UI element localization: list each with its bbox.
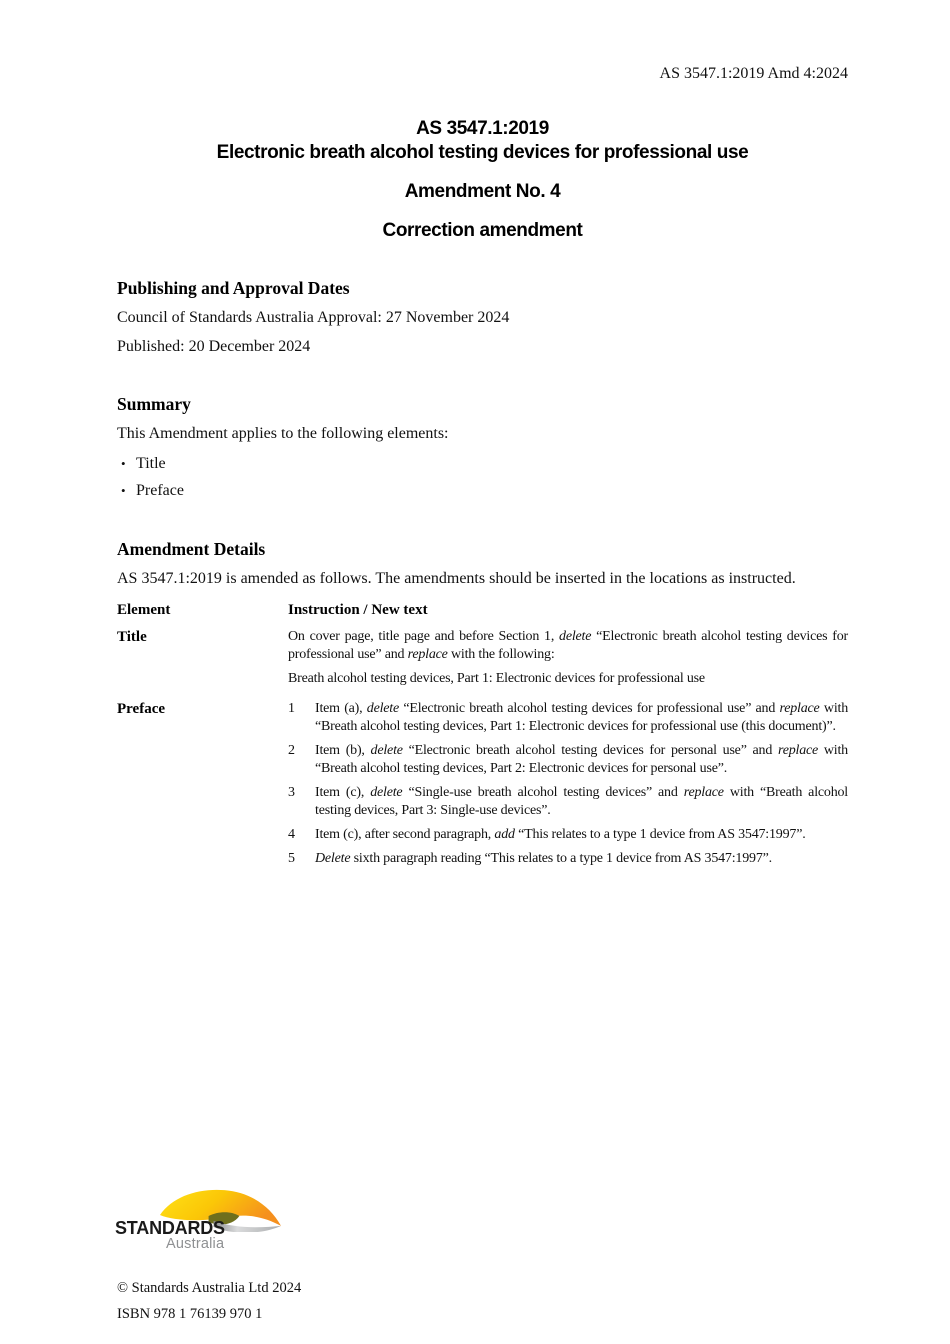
instruction-cell — [288, 700, 848, 874]
item-number: 1 — [288, 701, 295, 716]
item-number: 4 — [288, 827, 295, 842]
standard-designation: AS 3547.1:2019 — [416, 118, 549, 139]
summary-bullet-list — [117, 450, 848, 504]
amendment-details-section — [117, 538, 848, 874]
item-text: Item (b), delete “Electronic breath alcohol testing devices for personal use” and replace with “Breath alcohol testing devices, Part 2: Electronic devices for personal use”. — [315, 743, 848, 776]
standards-australia-logo — [115, 1186, 290, 1256]
table-row-title — [117, 628, 848, 694]
standard-title: Electronic breath alcohol testing devices for professional use — [216, 142, 749, 163]
page-footer — [117, 1279, 301, 1323]
document-reference: AS 3547.1:2019 Amd 4:2024 — [659, 65, 848, 82]
amendment-table — [117, 601, 848, 874]
element-label: Preface — [117, 701, 166, 717]
approval-date-line: Council of Standards Australia Approval: 27 November 2024 — [117, 309, 510, 326]
summary-heading: Summary — [117, 394, 191, 414]
amendment-details-intro: AS 3547.1:2019 is amended as follows. The amendments should be inserted in the locations as instructed. — [117, 570, 796, 587]
numbered-item — [288, 784, 848, 820]
bullet-icon: • — [121, 456, 126, 471]
amendment-number: Amendment No. 4 — [404, 181, 561, 202]
list-item-label: Preface — [136, 482, 184, 499]
summary-intro: This Amendment applies to the following elements: — [117, 425, 449, 442]
item-text: Delete sixth paragraph reading “This relates to a type 1 device from AS 3547:1997”. — [315, 851, 772, 866]
item-number: 3 — [288, 785, 295, 800]
column-header-instruction: Instruction / New text — [288, 602, 428, 618]
list-item-label: Title — [136, 455, 166, 472]
element-label: Title — [117, 629, 147, 645]
item-text: Item (c), delete “Single-use breath alcohol testing devices” and replace with “Breath alcohol testing devices, Part 3: Single-use devices”. — [315, 785, 848, 818]
amendment-type: Correction amendment — [382, 220, 583, 241]
logo-subtext: Australia — [166, 1236, 225, 1252]
publishing-heading: Publishing and Approval Dates — [117, 278, 350, 298]
column-header-element: Element — [117, 602, 171, 618]
bullet-icon: • — [121, 483, 126, 498]
isbn-line: ISBN 978 1 76139 970 1 — [117, 1306, 263, 1322]
numbered-item — [288, 850, 848, 868]
item-text: Item (a), delete “Electronic breath alcohol testing devices for professional use” and replace with “Breath alcohol testing devices, Part 1: Electronic devices for professional use (this document)”. — [315, 701, 849, 734]
list-item — [117, 477, 848, 504]
numbered-item — [288, 700, 848, 736]
amendment-details-heading: Amendment Details — [117, 539, 266, 559]
table-row-preface — [117, 700, 848, 874]
item-number: 2 — [288, 743, 295, 758]
list-item — [117, 450, 848, 477]
amendment-table-header — [117, 601, 848, 620]
copyright-line: © Standards Australia Ltd 2024 — [117, 1280, 302, 1296]
logo-wordmark: STANDARDS — [115, 1218, 225, 1238]
summary-section — [117, 393, 848, 504]
instruction-paragraph: On cover page, title page and before Section 1, delete “Electronic breath alcohol testing devices for professional use” and replace with the following: — [288, 629, 848, 662]
item-number: 5 — [288, 851, 295, 866]
item-text: Item (c), after second paragraph, add “This relates to a type 1 device from AS 3547:1997”. — [315, 827, 806, 842]
title-block — [117, 117, 848, 243]
publishing-section — [117, 277, 848, 358]
instruction-cell — [288, 628, 848, 694]
published-date-line: Published: 20 December 2024 — [117, 338, 311, 355]
new-text-paragraph: Breath alcohol testing devices, Part 1: Electronic devices for professional use — [288, 671, 705, 686]
numbered-item — [288, 826, 848, 844]
numbered-item — [288, 742, 848, 778]
